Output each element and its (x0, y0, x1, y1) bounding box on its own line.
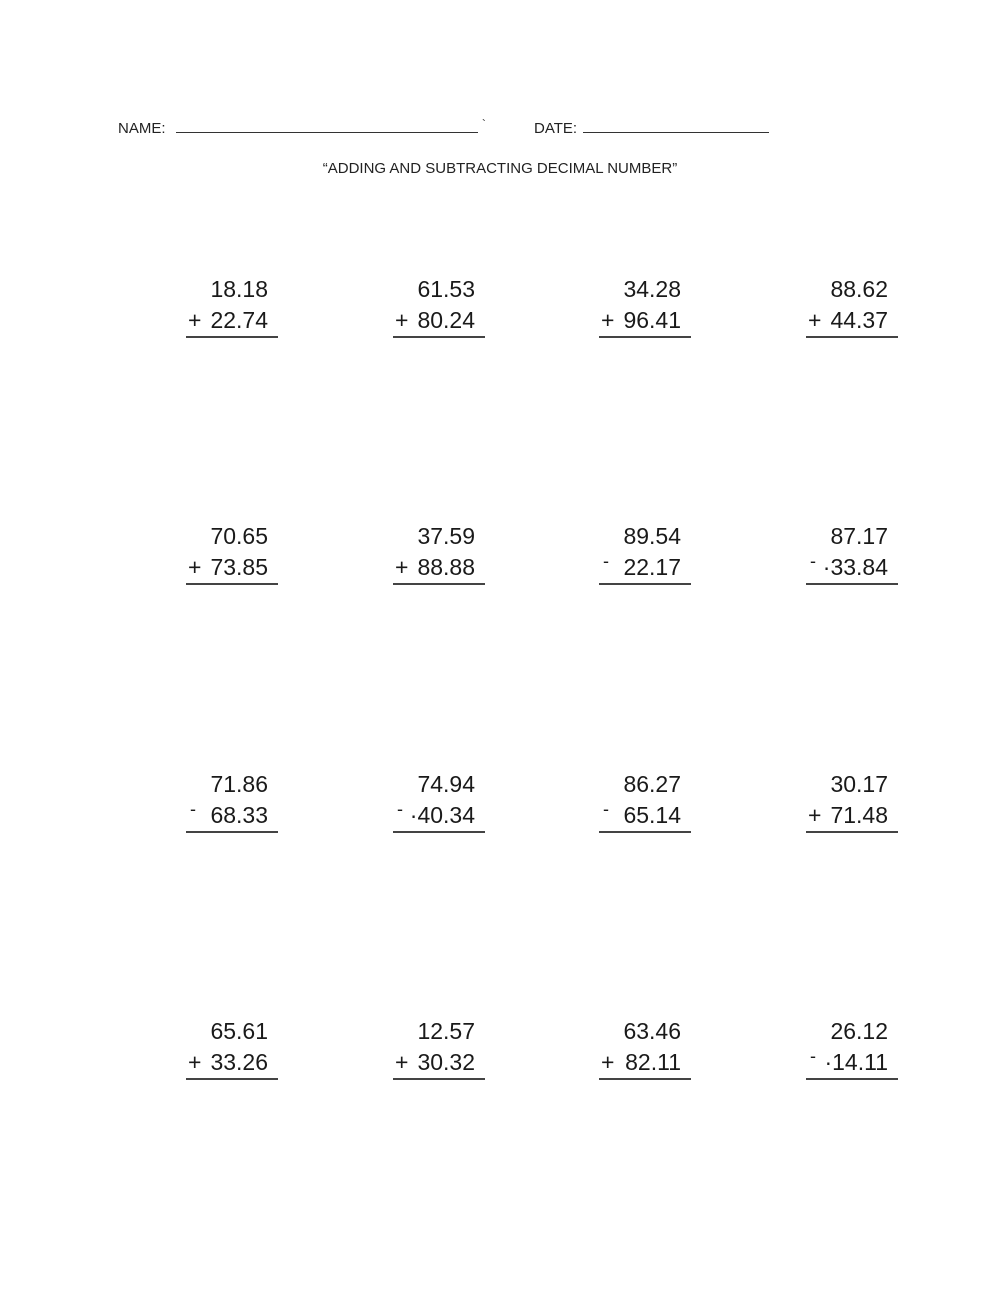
problem-card (393, 1016, 485, 1080)
problem-card (393, 274, 485, 338)
minus-sign: - (603, 799, 609, 819)
plus-sign: + (188, 554, 202, 580)
bottom-operand: 65.14 (623, 802, 681, 828)
bottom-operand: 71.48 (830, 802, 888, 828)
problem-card (599, 274, 691, 338)
plus-sign: + (395, 554, 409, 580)
top-operand: 12.57 (417, 1018, 475, 1044)
bottom-operand-row (186, 1046, 278, 1080)
bottom-operand: 22.74 (210, 307, 268, 333)
problem-card (806, 1016, 898, 1080)
plus-sign: + (395, 307, 409, 333)
name-label: NAME: (118, 120, 166, 137)
problem-card (186, 1016, 278, 1080)
bottom-operand: 82.11 (625, 1049, 681, 1075)
bottom-operand: 22.17 (623, 554, 681, 580)
problem-card (599, 769, 691, 833)
problem-card (806, 274, 898, 338)
bottom-operand-row (186, 551, 278, 585)
minus-sign: - (810, 1046, 816, 1066)
top-operand: 18.18 (210, 276, 268, 302)
plus-sign: + (188, 307, 202, 333)
top-operand: 89.54 (623, 523, 681, 549)
top-operand: 61.53 (417, 276, 475, 302)
top-operand: 87.17 (830, 523, 888, 549)
problem-card (393, 521, 485, 585)
plus-sign: + (601, 307, 615, 333)
bottom-operand: ·14.11 (824, 1049, 888, 1075)
bottom-operand-row (393, 1046, 485, 1080)
top-operand: 63.46 (623, 1018, 681, 1044)
worksheet-title: “ADDING AND SUBTRACTING DECIMAL NUMBER” (322, 160, 678, 177)
bottom-operand: 68.33 (210, 802, 268, 828)
top-operand: 74.94 (417, 771, 475, 797)
bottom-operand: 88.88 (417, 554, 475, 580)
bottom-operand-row (393, 551, 485, 585)
top-operand: 65.61 (210, 1018, 268, 1044)
bottom-operand: 80.24 (417, 307, 475, 333)
bottom-operand-row (599, 1046, 691, 1080)
top-operand: 88.62 (830, 276, 888, 302)
bottom-operand: 96.41 (623, 307, 681, 333)
top-operand: 86.27 (623, 771, 681, 797)
problem-card (393, 769, 485, 833)
date-label: DATE: (534, 120, 578, 137)
bottom-operand: 44.37 (830, 307, 888, 333)
problem-card (806, 521, 898, 585)
problem-card (186, 521, 278, 585)
top-operand: 34.28 (623, 276, 681, 302)
problem-card (599, 521, 691, 585)
bottom-operand-row (186, 799, 278, 833)
minus-sign: - (397, 799, 403, 819)
minus-sign: - (810, 551, 816, 571)
minus-sign: - (603, 551, 609, 571)
bottom-operand: 73.85 (210, 554, 268, 580)
plus-sign: + (808, 802, 822, 828)
bottom-operand-row (806, 551, 898, 585)
plus-sign: + (395, 1049, 409, 1075)
bottom-operand-row (393, 304, 485, 338)
problem-card (186, 769, 278, 833)
bottom-operand-row (393, 799, 485, 833)
plus-sign: + (188, 1049, 202, 1075)
top-operand: 26.12 (830, 1018, 888, 1044)
minus-sign: - (190, 799, 196, 819)
bottom-operand-row (599, 304, 691, 338)
bottom-operand-row (806, 304, 898, 338)
problem-card (806, 769, 898, 833)
bottom-operand-row (599, 551, 691, 585)
bottom-operand: ·40.34 (409, 802, 475, 828)
bottom-operand: ·33.84 (822, 554, 888, 580)
bottom-operand-row (186, 304, 278, 338)
plus-sign: + (808, 307, 822, 333)
bottom-operand-row (599, 799, 691, 833)
top-operand: 71.86 (210, 771, 268, 797)
stray-mark: ` (481, 117, 486, 131)
bottom-operand: 30.32 (417, 1049, 475, 1075)
problem-card (186, 274, 278, 338)
bottom-operand-row (806, 799, 898, 833)
bottom-operand-row (806, 1046, 898, 1080)
bottom-operand: 33.26 (210, 1049, 268, 1075)
top-operand: 37.59 (417, 523, 475, 549)
problem-card (599, 1016, 691, 1080)
top-operand: 70.65 (210, 523, 268, 549)
plus-sign: + (601, 1049, 615, 1075)
top-operand: 30.17 (830, 771, 888, 797)
